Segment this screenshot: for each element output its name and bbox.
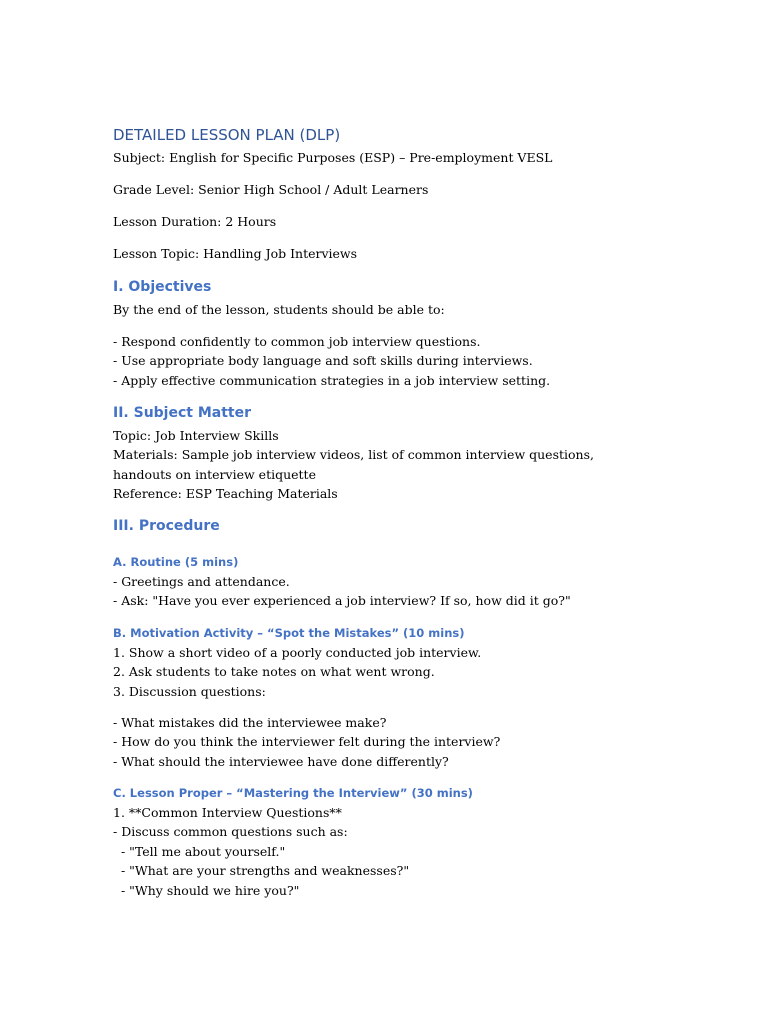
routine-list <box>113 572 653 611</box>
list-item: - Apply effective communication strategies in a job interview setting. <box>113 372 551 388</box>
list-item: - "Tell me about yourself." <box>113 843 286 859</box>
motivation-heading: B. Motivation Activity – “Spot the Mistakes” (10 mins) <box>113 626 465 640</box>
objectives-heading: I. Objectives <box>113 279 212 295</box>
objectives-intro: By the end of the lesson, students should be able to: <box>113 302 445 317</box>
list-item: - Ask: "Have you ever experienced a job interview? If so, how did it go?" <box>113 593 571 609</box>
list-item: - Greetings and attendance. <box>113 574 290 589</box>
motivation-questions <box>113 713 653 771</box>
grade-level-line: Grade Level: Senior High School / Adult Learners <box>113 182 429 197</box>
list-item: - Use appropriate body language and soft skills during interviews. <box>113 353 533 369</box>
list-item: 1. Show a short video of a poorly conducted job interview. <box>113 645 482 660</box>
list-item: 3. Discussion questions: <box>113 683 266 699</box>
lesson-proper-list <box>113 803 653 900</box>
materials-text: Materials: Sample job interview videos, list of common interview questions, handouts on interview etiquette <box>113 447 594 482</box>
topic-text: Topic: Job Interview Skills <box>113 428 279 443</box>
list-item: - How do you think the interviewer felt during the interview? <box>113 734 501 750</box>
procedure-heading: III. Procedure <box>113 518 220 534</box>
list-item: - Respond confidently to common job interview questions. <box>113 334 481 349</box>
list-item: - "Why should we hire you?" <box>113 882 300 898</box>
list-item: - Discuss common questions such as: <box>113 824 348 840</box>
list-item: - "What are your strengths and weaknesses?" <box>113 863 410 879</box>
duration-line: Lesson Duration: 2 Hours <box>113 214 277 229</box>
subject-line: Subject: English for Specific Purposes (ESP) – Pre-employment VESL <box>113 150 553 165</box>
motivation-steps <box>113 643 653 701</box>
document-title: DETAILED LESSON PLAN (DLP) <box>113 126 341 144</box>
reference-text: Reference: ESP Teaching Materials <box>113 486 338 502</box>
list-item: - What should the interviewee have done differently? <box>113 753 449 769</box>
objectives-list <box>113 332 653 390</box>
lesson-proper-heading: C. Lesson Proper – “Mastering the Interview” (30 mins) <box>113 786 473 800</box>
list-item: - What mistakes did the interviewee make? <box>113 715 387 730</box>
list-item: 2. Ask students to take notes on what went wrong. <box>113 664 435 680</box>
list-item: 1. **Common Interview Questions** <box>113 805 342 820</box>
subject-matter-body <box>113 426 653 504</box>
subject-matter-heading: II. Subject Matter <box>113 405 252 421</box>
routine-heading: A. Routine (5 mins) <box>113 555 239 569</box>
topic-line: Lesson Topic: Handling Job Interviews <box>113 246 358 261</box>
